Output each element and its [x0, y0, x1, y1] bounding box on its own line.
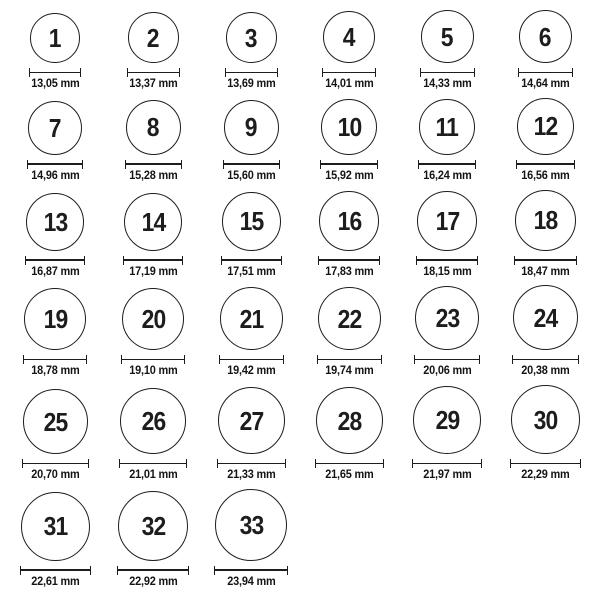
ring-size-number: 1: [49, 23, 61, 53]
diameter-label: 20,06 mm: [422, 365, 472, 378]
chart-row: [6, 98, 594, 184]
ring-circle: [215, 489, 287, 561]
chart-rows: [6, 10, 594, 590]
diameter-dimension-line: [214, 566, 288, 575]
chart-row: [6, 285, 594, 379]
ring-size-number: 24: [533, 302, 557, 333]
diameter-label: 18,15 mm: [422, 265, 472, 278]
diameter-dimension-line: [320, 160, 378, 169]
diameter-label: 13,05 mm: [30, 78, 80, 90]
ring-size-cell: [300, 11, 398, 92]
ring-size-number: 31: [43, 511, 67, 542]
diameter-label: 15,92 mm: [324, 169, 374, 182]
ring-size-cell: [300, 99, 398, 184]
ring-size-cell: [202, 192, 300, 280]
ring-size-cell: [6, 193, 104, 280]
diameter-dimension-line: [127, 68, 180, 77]
diameter-dimension-line: [217, 459, 286, 468]
ring-circle: [515, 190, 576, 251]
ring-size-cell: [202, 100, 300, 184]
ring-size-number: 17: [435, 205, 459, 236]
ring-size-number: 12: [533, 111, 557, 142]
diameter-label: 22,29 mm: [520, 469, 570, 482]
ring-circle: [126, 100, 181, 155]
ring-size-cell: [300, 191, 398, 280]
diameter-label: 14,96 mm: [30, 169, 80, 182]
diameter-dimension-line: [418, 160, 476, 169]
ring-size-number: 18: [533, 205, 557, 236]
diameter-label: 19,10 mm: [128, 365, 178, 378]
ring-circle: [28, 101, 82, 155]
ring-size-number: 10: [337, 111, 361, 142]
diameter-label: 14,64 mm: [520, 78, 570, 90]
ring-circle: [23, 389, 88, 454]
ring-circle: [122, 288, 184, 350]
ring-size-number: 3: [245, 22, 257, 53]
diameter-dimension-line: [412, 459, 482, 468]
ring-size-number: 13: [43, 206, 67, 237]
ring-circle: [319, 191, 379, 251]
ring-size-cell: [202, 287, 300, 379]
chart-row: [6, 489, 594, 590]
diameter-label: 14,01 mm: [324, 78, 374, 90]
ring-size-number: 22: [337, 303, 361, 334]
ring-size-cell: [496, 190, 594, 280]
diameter-label: 17,51 mm: [226, 265, 276, 278]
diameter-dimension-line: [219, 355, 284, 364]
ring-size-cell: [202, 387, 300, 483]
diameter-dimension-line: [414, 355, 480, 364]
ring-size-cell: [398, 10, 496, 92]
ring-circle: [417, 191, 477, 251]
ring-size-cell: [104, 388, 202, 483]
diameter-label: 19,42 mm: [226, 365, 276, 378]
diameter-label: 15,60 mm: [226, 169, 276, 182]
ring-size-number: 27: [239, 405, 263, 436]
ring-circle: [323, 11, 375, 63]
ring-size-cell: [6, 288, 104, 379]
ring-circle: [513, 285, 578, 350]
diameter-dimension-line: [121, 355, 185, 364]
diameter-dimension-line: [225, 68, 278, 77]
diameter-dimension-line: [22, 459, 89, 468]
diameter-label: 18,47 mm: [520, 265, 570, 278]
ring-circle: [220, 287, 283, 350]
diameter-label: 19,74 mm: [324, 365, 374, 378]
diameter-dimension-line: [20, 566, 91, 575]
ring-size-cell: [496, 285, 594, 379]
ring-size-cell: [104, 193, 202, 280]
ring-size-cell: [6, 492, 104, 590]
ring-circle: [226, 12, 277, 63]
ring-circle: [118, 491, 188, 561]
ring-size-number: 25: [43, 406, 67, 437]
ring-circle: [218, 387, 285, 454]
ring-size-cell: [202, 12, 300, 92]
diameter-dimension-line: [123, 256, 183, 265]
ring-circle: [26, 193, 84, 251]
ring-circle: [128, 12, 179, 63]
ring-circle: [517, 98, 574, 155]
ring-size-number: 4: [343, 22, 355, 52]
ring-size-cell: [300, 287, 398, 379]
diameter-dimension-line: [317, 355, 382, 364]
ring-size-number: 23: [435, 303, 459, 334]
ring-size-cell: [300, 387, 398, 483]
ring-size-cell: [6, 389, 104, 483]
ring-size-number: 29: [435, 405, 459, 436]
ring-size-number: 19: [43, 304, 67, 335]
diameter-dimension-line: [221, 256, 282, 265]
diameter-label: 22,61 mm: [30, 575, 80, 588]
diameter-label: 22,92 mm: [128, 575, 178, 588]
ring-size-cell: [6, 101, 104, 184]
diameter-label: 20,38 mm: [520, 365, 570, 378]
ring-size-number: 14: [141, 206, 165, 237]
ring-circle: [318, 287, 381, 350]
diameter-dimension-line: [420, 68, 475, 77]
ring-size-cell: [104, 100, 202, 184]
ring-size-cell: [104, 491, 202, 590]
ring-size-number: 33: [239, 509, 263, 540]
ring-size-cell: [398, 286, 496, 379]
diameter-label: 13,69 mm: [226, 78, 276, 90]
ring-size-number: 11: [435, 111, 459, 142]
ring-size-number: 21: [239, 303, 263, 334]
ring-size-number: 28: [337, 405, 361, 436]
diameter-dimension-line: [518, 68, 573, 77]
diameter-dimension-line: [322, 68, 376, 77]
diameter-label: 15,28 mm: [128, 169, 178, 182]
diameter-label: 16,87 mm: [30, 265, 80, 278]
diameter-label: 21,33 mm: [226, 469, 276, 482]
ring-size-number: 20: [141, 304, 165, 335]
diameter-label: 18,78 mm: [30, 365, 80, 378]
chart-row: [6, 190, 594, 280]
ring-size-number: 32: [141, 510, 165, 541]
ring-circle: [24, 288, 86, 350]
diameter-label: 21,97 mm: [422, 469, 472, 482]
ring-size-cell: [202, 489, 300, 590]
ring-circle: [120, 388, 186, 454]
ring-size-number: 7: [49, 112, 61, 143]
diameter-dimension-line: [510, 459, 581, 468]
ring-size-number: 16: [337, 205, 361, 236]
diameter-dimension-line: [416, 256, 478, 265]
ring-circle: [222, 192, 281, 251]
diameter-label: 21,65 mm: [324, 469, 374, 482]
ring-circle: [519, 10, 572, 63]
diameter-dimension-line: [125, 160, 182, 169]
ring-size-cell: [398, 191, 496, 280]
ring-circle: [124, 193, 182, 251]
ring-circle: [224, 100, 279, 155]
diameter-label: 16,56 mm: [520, 169, 570, 182]
ring-size-cell: [496, 98, 594, 184]
ring-size-number: 8: [147, 112, 159, 143]
ring-size-number: 5: [441, 21, 453, 52]
diameter-dimension-line: [514, 256, 577, 265]
ring-size-cell: [6, 13, 104, 92]
ring-circle: [511, 385, 580, 454]
diameter-dimension-line: [315, 459, 384, 468]
ring-size-cell: [496, 385, 594, 483]
ring-size-cell: [104, 288, 202, 379]
diameter-dimension-line: [223, 160, 280, 169]
diameter-dimension-line: [27, 160, 83, 169]
diameter-dimension-line: [318, 256, 380, 265]
ring-size-number: 30: [533, 404, 557, 435]
diameter-label: 20,70 mm: [30, 469, 80, 482]
diameter-dimension-line: [117, 566, 189, 575]
chart-row: [6, 385, 594, 483]
diameter-label: 23,94 mm: [226, 575, 276, 588]
diameter-label: 17,19 mm: [128, 265, 178, 278]
ring-size-number: 26: [141, 406, 165, 437]
diameter-label: 17,83 mm: [324, 265, 374, 278]
diameter-dimension-line: [25, 256, 85, 265]
diameter-dimension-line: [512, 355, 579, 364]
ring-size-cell: [398, 386, 496, 483]
diameter-label: 13,37 mm: [128, 78, 178, 90]
diameter-dimension-line: [119, 459, 187, 468]
ring-circle: [30, 13, 80, 63]
diameter-dimension-line: [23, 355, 87, 364]
ring-circle: [21, 492, 90, 561]
diameter-label: 21,01 mm: [128, 469, 178, 482]
ring-circle: [413, 386, 481, 454]
ring-size-number: 6: [539, 21, 551, 52]
chart-row: [6, 10, 594, 92]
ring-circle: [316, 387, 383, 454]
ring-size-number: 9: [245, 112, 257, 143]
diameter-label: 14,33 mm: [422, 78, 472, 90]
ring-circle: [321, 99, 377, 155]
ring-size-number: 15: [239, 206, 263, 237]
diameter-dimension-line: [516, 160, 575, 169]
ring-size-cell: [496, 10, 594, 92]
ring-size-number: 2: [147, 22, 159, 53]
ring-size-cell: [104, 12, 202, 92]
ring-size-cell: [398, 99, 496, 184]
ring-circle: [421, 10, 474, 63]
ring-circle: [415, 286, 479, 350]
diameter-label: 16,24 mm: [422, 169, 472, 182]
diameter-dimension-line: [29, 68, 81, 77]
ring-circle: [419, 99, 475, 155]
